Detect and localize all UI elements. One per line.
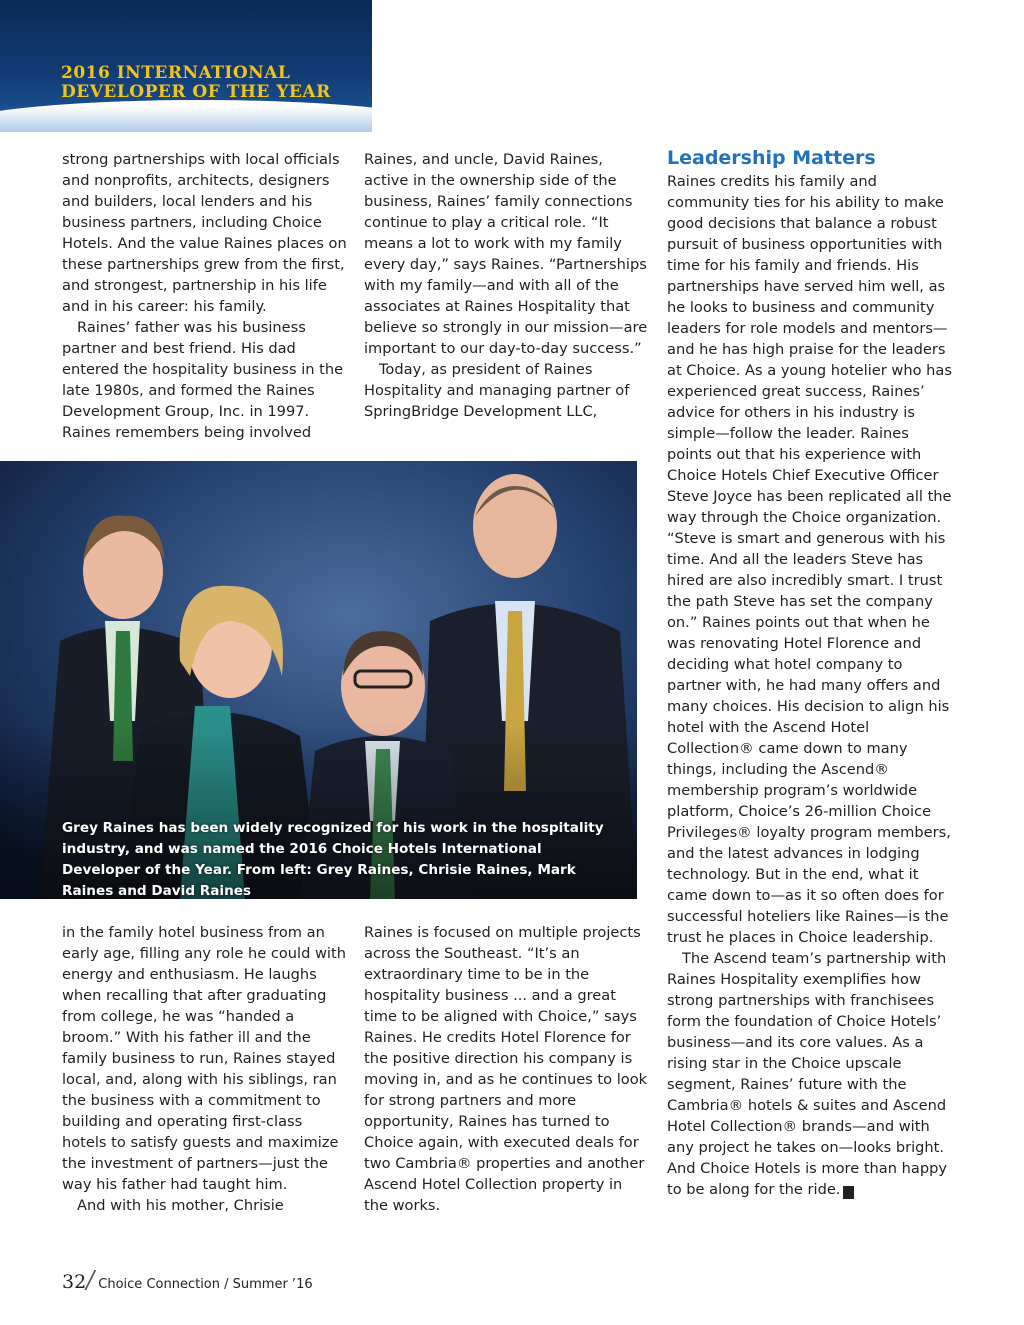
publication-name: Choice Connection / Summer ’16 (98, 1277, 313, 1292)
paragraph: Raines credits his family and community ties for his ability to make good decisions that balance a robust pursuit of business opportunities with time for his family and friends. His partnerships have served him well, as he looks to business and community leaders for role models and mentors—and he has high praise for the leaders at Choice. As a young hotelier who has experienced great success, Raines’ advice for others in his industry is simple—follow the leader. Raines points out that his experience with Choice Hotels Chief Executive Officer Steve Joyce has been replicated all the way through the Choice organization. “Steve is smart and generous with his time. And all the leaders Steve has hired are also incredibly smart. I trust the path Steve has set the company on.” Raines points out that when he was renovating Hotel Florence and deciding what hotel company to partner with, he had many offers and many choices. His decision to align his hotel with the Ascend Hotel Collection® came down to many things, including the Ascend® membership program’s worldwide platform, Choice’s 26-million Choice Privileges® loyalty program members, and the latest advances in lodging technology. But in the end, what it came down to—as it so often does for successful hoteliers like Raines—is the trust he places in Choice leadership. (667, 173, 952, 946)
paragraph: Today, as president of Raines Hospitality and managing partner of SpringBridge Development LLC, (364, 361, 630, 420)
paragraph: Raines, and uncle, David Raines, active in the ownership side of the business, Raines’ family connections continue to play a critical role. “It means a lot to work with my family every day,” says Raines. “Partnerships with my family—and with all of the associates at Raines Hospitality that believe so strongly in our mission—are important to our day-to-day success.” (364, 151, 648, 357)
paragraph: And with his mother, Chrisie (77, 1197, 284, 1214)
footer-slash: / (86, 1266, 95, 1294)
paragraph (667, 948, 957, 1200)
page-number: 32 (62, 1271, 87, 1293)
sidebar-column (667, 146, 957, 1200)
column-2-bottom (364, 922, 650, 1216)
paragraph: strong partnerships with local officials and nonprofits, architects, designers and builders, local lenders and his business partners, including Choice Hotels. And the value Raines places on these partnerships grew from the first, and strongest, partnership in his life and in his career: his family. (62, 151, 347, 315)
paragraph: Raines’ father was his business partner and best friend. His dad entered the hospitality business in the late 1980s, and formed the Raines Development Group, Inc. in 1997. Raines remembers being involved (62, 319, 344, 441)
paragraph-text: The Ascend team’s partnership with Raines Hospitality exemplifies how strong partnerships with franchisees form the foundation of Choice Hotels’ business—and its core values. As a rising star in the Choice upscale segment, Raines’ future with the Cambria® hotels & suites and Ascend Hotel Collection® brands—and with any project he takes on—looks bright. And Choice Hotels is more than happy to be along for the ride. (667, 950, 947, 1198)
page-footer (62, 1266, 313, 1294)
paragraph: Raines is focused on multiple projects across the Southeast. “It’s an extraordinary time to be in the hospitality business ... and a great time to be aligned with Choice,” says Raines. He credits Hotel Florence for the positive direction his company is moving in, and as he continues to look for strong partners and more opportunity, Raines has turned to Choice again, with executed deals for two Cambria® properties and another Ascend Hotel Collection property in the works. (364, 924, 648, 1214)
photo-caption: Grey Raines has been widely recognized for his work in the hospitality industry, and was named the 2016 Choice Hotels International Developer of the Year. From left: Grey Raines, Chrisie Raines, Mark Raines and David Raines (62, 820, 604, 899)
sidebar-heading: Leadership Matters (667, 147, 876, 169)
banner-title: 2016 INTERNATIONAL DEVELOPER OF THE YEAR (61, 63, 331, 102)
column-1-bottom (62, 922, 348, 1216)
end-mark-icon: C (843, 1186, 854, 1199)
column-2-top (364, 149, 650, 422)
paragraph: in the family hotel business from an early age, filling any role he could with energy and enthusiasm. He laughs when recalling that after graduating from college, he was “handed a broom.” With his father ill and the family business to run, Raines stayed local, and, along with his siblings, ran the business with a commitment to building and operating first-class hotels to satisfy guests and maximize the investment of partners—just the way his father had taught him. (62, 924, 346, 1193)
column-1-top (62, 149, 348, 443)
